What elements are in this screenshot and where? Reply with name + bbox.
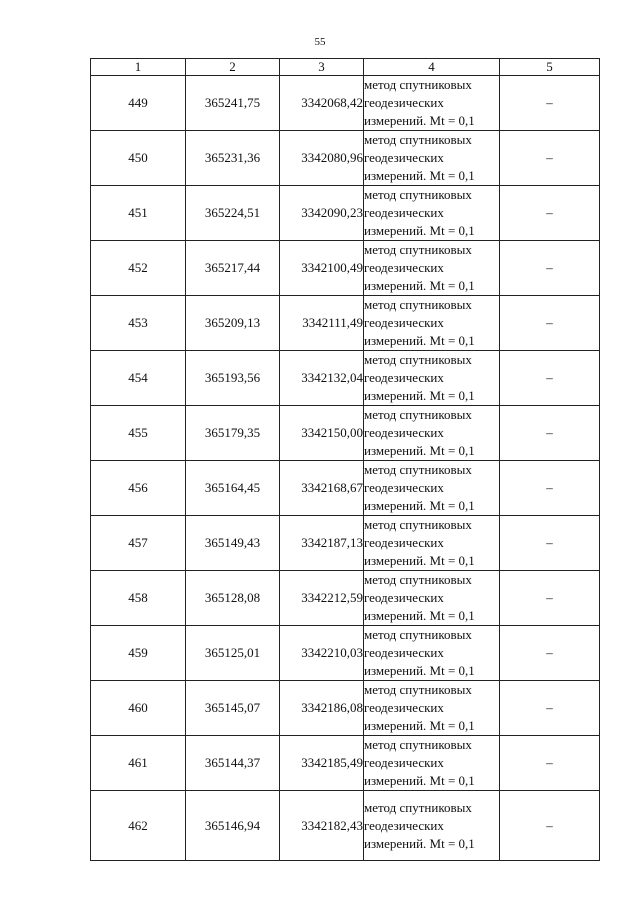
column-header-3: 3	[280, 59, 364, 76]
x-coordinate-cell: 365241,75	[186, 76, 280, 131]
note-cell: –	[500, 626, 600, 681]
table-body	[91, 76, 600, 861]
table-header-row	[91, 59, 600, 76]
point-number-cell: 455	[91, 406, 186, 461]
y-coordinate-cell: 3342186,08	[280, 681, 364, 736]
method-cell: метод спутниковых геодезических измерений. Mt = 0,1	[364, 131, 500, 186]
note-cell: –	[500, 76, 600, 131]
column-header-5: 5	[500, 59, 600, 76]
column-header-1: 1	[91, 59, 186, 76]
method-cell: метод спутниковых геодезических измерений. Mt = 0,1	[364, 461, 500, 516]
method-cell: метод спутниковых геодезических измерений. Mt = 0,1	[364, 406, 500, 461]
y-coordinate-cell: 3342210,03	[280, 626, 364, 681]
point-number-cell: 454	[91, 351, 186, 406]
y-coordinate-cell: 3342182,43	[280, 791, 364, 861]
method-cell: метод спутниковых геодезических измерений. Mt = 0,1	[364, 76, 500, 131]
x-coordinate-cell: 365145,07	[186, 681, 280, 736]
y-coordinate-cell: 3342185,49	[280, 736, 364, 791]
point-number-cell: 449	[91, 76, 186, 131]
point-number-cell: 462	[91, 791, 186, 861]
note-cell: –	[500, 131, 600, 186]
table-row	[91, 406, 600, 461]
note-cell: –	[500, 791, 600, 861]
method-cell: метод спутниковых геодезических измерений. Mt = 0,1	[364, 736, 500, 791]
y-coordinate-cell: 3342080,96	[280, 131, 364, 186]
method-cell: метод спутниковых геодезических измерений. Mt = 0,1	[364, 351, 500, 406]
table-row	[91, 186, 600, 241]
note-cell: –	[500, 296, 600, 351]
note-cell: –	[500, 571, 600, 626]
x-coordinate-cell: 365149,43	[186, 516, 280, 571]
point-number-cell: 456	[91, 461, 186, 516]
point-number-cell: 457	[91, 516, 186, 571]
table-row	[91, 131, 600, 186]
x-coordinate-cell: 365128,08	[186, 571, 280, 626]
table-row	[91, 516, 600, 571]
table-row	[91, 296, 600, 351]
x-coordinate-cell: 365209,13	[186, 296, 280, 351]
note-cell: –	[500, 681, 600, 736]
point-number-cell: 460	[91, 681, 186, 736]
table-row	[91, 681, 600, 736]
x-coordinate-cell: 365164,45	[186, 461, 280, 516]
table-row	[91, 351, 600, 406]
table-row	[91, 461, 600, 516]
x-coordinate-cell: 365179,35	[186, 406, 280, 461]
point-number-cell: 451	[91, 186, 186, 241]
point-number-cell: 461	[91, 736, 186, 791]
table-row	[91, 571, 600, 626]
note-cell: –	[500, 516, 600, 571]
table-row	[91, 626, 600, 681]
column-header-2: 2	[186, 59, 280, 76]
method-cell: метод спутниковых геодезических измерений. Mt = 0,1	[364, 681, 500, 736]
y-coordinate-cell: 3342111,49	[280, 296, 364, 351]
table-row	[91, 791, 600, 861]
method-cell: метод спутниковых геодезических измерений. Mt = 0,1	[364, 296, 500, 351]
table-row	[91, 241, 600, 296]
table-row	[91, 736, 600, 791]
note-cell: –	[500, 461, 600, 516]
y-coordinate-cell: 3342212,59	[280, 571, 364, 626]
column-header-4: 4	[364, 59, 500, 76]
x-coordinate-cell: 365217,44	[186, 241, 280, 296]
table-row	[91, 76, 600, 131]
method-cell: метод спутниковых геодезических измерений. Mt = 0,1	[364, 516, 500, 571]
method-cell: метод спутниковых геодезических измерений. Mt = 0,1	[364, 241, 500, 296]
point-number-cell: 453	[91, 296, 186, 351]
x-coordinate-cell: 365193,56	[186, 351, 280, 406]
note-cell: –	[500, 186, 600, 241]
note-cell: –	[500, 736, 600, 791]
note-cell: –	[500, 406, 600, 461]
point-number-cell: 452	[91, 241, 186, 296]
coordinates-table	[90, 58, 600, 861]
y-coordinate-cell: 3342168,67	[280, 461, 364, 516]
x-coordinate-cell: 365125,01	[186, 626, 280, 681]
note-cell: –	[500, 351, 600, 406]
x-coordinate-cell: 365231,36	[186, 131, 280, 186]
page-number: 55	[314, 36, 326, 48]
point-number-cell: 459	[91, 626, 186, 681]
x-coordinate-cell: 365144,37	[186, 736, 280, 791]
note-cell: –	[500, 241, 600, 296]
y-coordinate-cell: 3342090,23	[280, 186, 364, 241]
y-coordinate-cell: 3342100,49	[280, 241, 364, 296]
x-coordinate-cell: 365146,94	[186, 791, 280, 861]
x-coordinate-cell: 365224,51	[186, 186, 280, 241]
method-cell: метод спутниковых геодезических измерений. Mt = 0,1	[364, 791, 500, 861]
y-coordinate-cell: 3342132,04	[280, 351, 364, 406]
y-coordinate-cell: 3342068,42	[280, 76, 364, 131]
y-coordinate-cell: 3342150,00	[280, 406, 364, 461]
method-cell: метод спутниковых геодезических измерений. Mt = 0,1	[364, 186, 500, 241]
point-number-cell: 450	[91, 131, 186, 186]
method-cell: метод спутниковых геодезических измерений. Mt = 0,1	[364, 571, 500, 626]
method-cell: метод спутниковых геодезических измерений. Mt = 0,1	[364, 626, 500, 681]
y-coordinate-cell: 3342187,13	[280, 516, 364, 571]
point-number-cell: 458	[91, 571, 186, 626]
